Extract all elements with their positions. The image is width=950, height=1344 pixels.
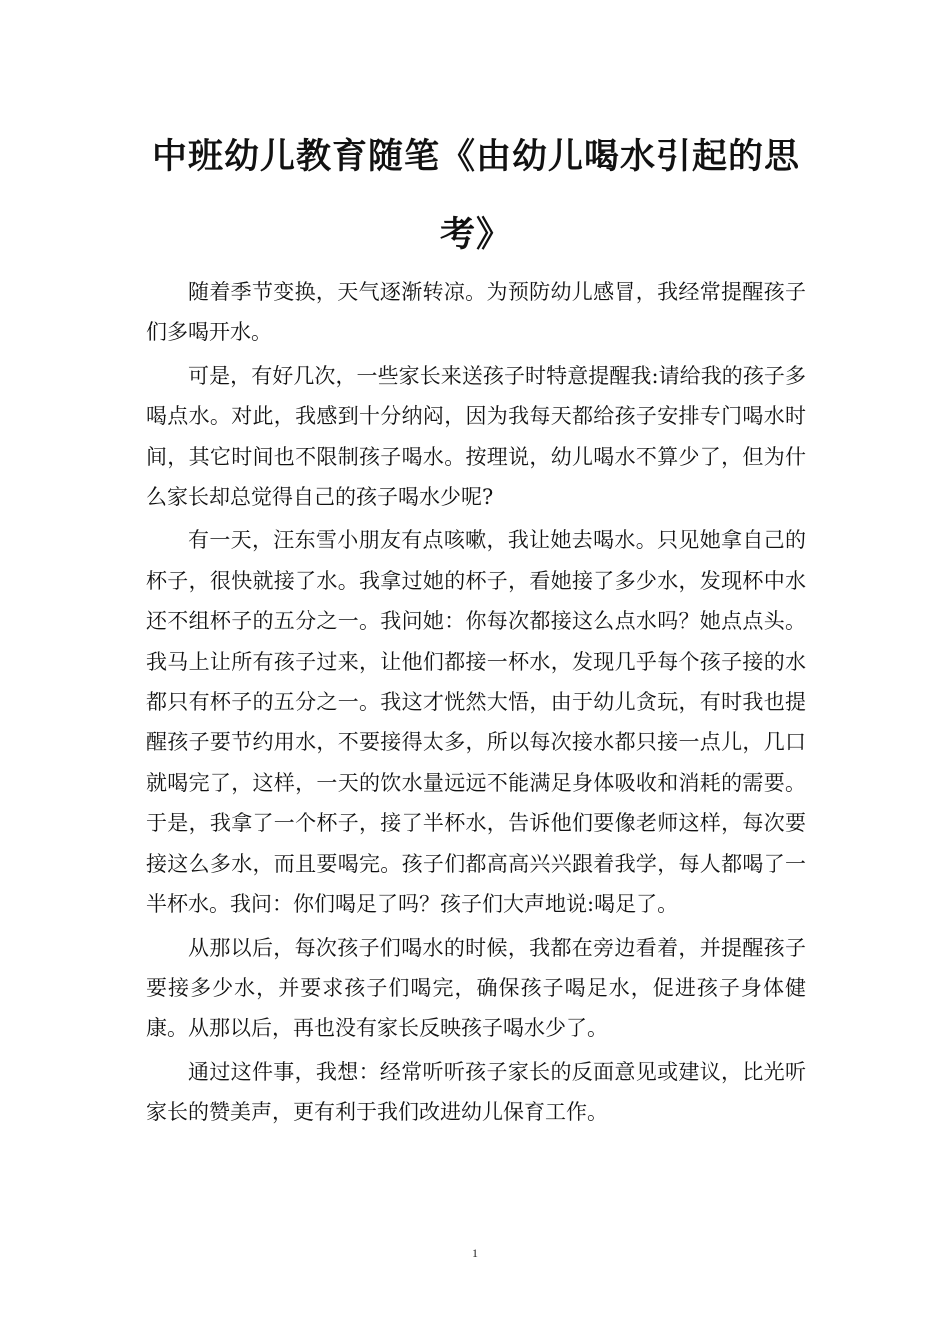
paragraph-2: 可是，有好几次，一些家长来送孩子时特意提醒我:请给我的孩子多喝点水。对此，我感到十分纳闷，因为我每天都给孩子安排专门喝水时间，其它时间也不限制孩子喝水。按理说，幼儿喝水不算少了，但为什么家长却总觉得自己的孩子喝水少呢? xyxy=(146,363,806,510)
document-body xyxy=(146,272,806,1136)
paragraph-3: 有一天，汪东雪小朋友有点咳嗽，我让她去喝水。只见她拿自己的杯子，很快就接了水。我拿过她的杯子，看她接了多少水，发现杯中水还不组杯子的五分之一。我问她：你每次都接这么点水吗？她点点头。我马上让所有孩子过来，让他们都接一杯水，发现几乎每个孩子接的水都只有杯子的五分之一。我这才恍然大悟，由于幼儿贪玩，有时我也提醒孩子要节约用水，不要接得太多，所以每次接水都只接一点儿，几口就喝完了，这样，一天的饮水量远远不能满足身体吸收和消耗的需要。于是，我拿了一个杯子，接了半杯水，告诉他们要像老师这样，每次要接这么多水，而且要喝完。孩子们都高高兴兴跟着我学，每人都喝了一半杯水。我问：你们喝足了吗？孩子们大声地说:喝足了。 xyxy=(146,528,806,917)
paragraph-1: 随着季节变换，天气逐渐转凉。为预防幼儿感冒，我经常提醒孩子们多喝开水。 xyxy=(146,280,806,345)
page-number: 1 xyxy=(472,1246,478,1260)
paragraph-5: 通过这件事，我想：经常听听孩子家长的反面意见或建议，比光听家长的赞美声，更有利于我们改进幼儿保育工作。 xyxy=(146,1059,806,1125)
document-title: 中班幼儿教育随笔《由幼儿喝水引起的思考》 xyxy=(151,137,800,255)
paragraph-4: 从那以后，每次孩子们喝水的时候，我都在旁边看着，并提醒孩子要接多少水，并要求孩子们喝完，确保孩子喝足水，促进孩子身体健康。从那以后，再也没有家长反映孩子喝水少了。 xyxy=(146,935,806,1041)
